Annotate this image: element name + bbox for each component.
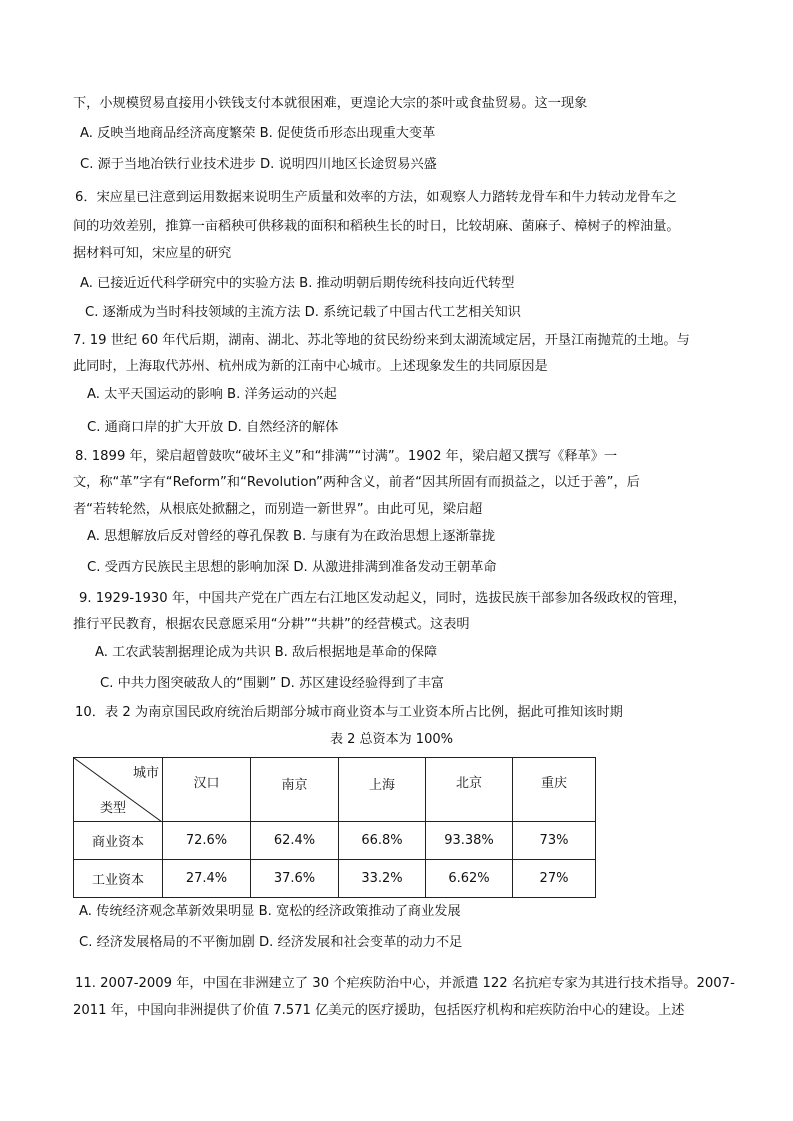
q5-options-ab[interactable]: A. 反映当地商品经济高度繁荣 B. 促使货币形态出现重大变革 [80,126,436,141]
q5-options-cd[interactable]: C. 源于当地冶铁行业技术进步 D. 说明四川地区长途贸易兴盛 [80,157,437,172]
city-header: 北京 [426,758,513,822]
table-cell: 62.4% [251,822,339,860]
q6-stem-line3: 据材料可知，宋应星的研究 [73,246,232,261]
q10-options-cd[interactable]: C. 经济发展格局的不平衡加剧 D. 经济发展和社会变革的动力不足 [79,935,463,950]
city-header: 重庆 [513,758,596,822]
city-header: 南京 [251,758,339,822]
table-row [74,822,596,860]
q7-stem-line2: 此同时，上海取代苏州、杭州成为新的江南中心城市。上述现象发生的共同原因是 [73,359,548,374]
q8-stem-line2: 文，称“革”字有“Reform”和“Revolution”两种含义，前者“因其所固有而损益之，以迁于善”，后 [73,475,640,490]
corner-label-city: 城市 [132,766,159,781]
table-caption: 表 2 总资本为 100% [329,732,454,747]
table-cell: 6.62% [426,860,513,898]
city-header: 上海 [339,758,426,822]
table-cell: 93.38% [426,822,513,860]
q11-stem-line2: 2011 年，中国向非洲提供了价值 7.571 亿美元的医疗援助，包括医疗机构和疟疾防治中心的建设。上述 [73,1003,685,1018]
q10-stem-line1: 10．表 2 为南京国民政府统治后期部分城市商业资本与工业资本所占比例，据此可推知该时期 [75,705,623,720]
table-cell: 66.8% [339,822,426,860]
q9-stem-line1: 9. 1929-1930 年，中国共产党在广西左右江地区发动起义，同时，选拔民族干部参加各级政权的管理， [79,591,687,606]
row-label: 工业资本 [74,860,163,898]
table-cell: 27.4% [163,860,251,898]
q6-stem-line1: 6．宋应星已注意到运用数据来说明生产质量和效率的方法，如观察人力踏转龙骨车和牛力转动龙骨车之 [75,190,677,205]
city-header: 汉口 [163,758,251,822]
q7-options-ab[interactable]: A. 太平天国运动的影响 B. 洋务运动的兴起 [87,387,337,402]
q7-stem-line1: 7. 19 世纪 60 年代后期，湖南、湖北、苏北等地的贫民纷纷来到太湖流域定居，开垦江南抛荒的土地。与 [73,333,690,348]
table-cell: 37.6% [251,860,339,898]
corner-label-type: 类型 [100,801,127,816]
table-cell: 73% [513,822,596,860]
table-corner-cell [74,758,163,822]
q9-stem-line2: 推行平民教育，根据农民意愿采用“分耕”“共耕”的经营模式。这表明 [73,617,470,632]
q8-stem-line3: 者“若转轮然，从根底处掀翻之，而别造一新世界”。由此可见，梁启超 [73,502,483,517]
table-cell: 27% [513,860,596,898]
q6-options-ab[interactable]: A. 已接近近代科学研究中的实验方法 B. 推动明朝后期传统科技向近代转型 [80,276,515,291]
q8-options-cd[interactable]: C. 受西方民族民主思想的影响加深 D. 从激进排满到准备发动王朝革命 [87,560,497,575]
q7-options-cd[interactable]: C. 通商口岸的扩大开放 D. 自然经济的解体 [87,420,339,435]
q8-options-ab[interactable]: A. 思想解放后反对曾经的尊孔保教 B. 与康有为在政治思想上逐渐靠拢 [87,529,496,544]
table-row [74,860,596,898]
table-header-row [74,758,596,822]
q11-stem-line1: 11. 2007-2009 年，中国在非洲建立了 30 个疟疾防治中心，并派遣 122 名抗疟专家为其进行技术指导。2007- [75,976,735,991]
q9-options-cd[interactable]: C. 中共力图突破敌人的“围剿” D. 苏区建设经验得到了丰富 [100,676,445,691]
table-cell: 72.6% [163,822,251,860]
q9-options-ab[interactable]: A. 工农武装割据理论成为共识 B. 敌后根据地是革命的保障 [95,645,438,660]
capital-ratio-table [73,757,596,898]
q6-options-cd[interactable]: C. 逐渐成为当时科技领域的主流方法 D. 系统记载了中国古代工艺相关知识 [85,305,521,320]
q5-stem-cont: 下，小规模贸易直接用小铁钱支付本就很困难，更遑论大宗的茶叶或食盐贸易。这一现象 [73,96,588,111]
row-label: 商业资本 [74,822,163,860]
table-cell: 33.2% [339,860,426,898]
q10-options-ab[interactable]: A. 传统经济观念革新效果明显 B. 宽松的经济政策推动了商业发展 [79,904,461,919]
q8-stem-line1: 8. 1899 年，梁启超曾鼓吹“破坏主义”和“排满”“讨满”。1902 年，梁启超又撰写《释革》一 [75,449,618,464]
q6-stem-line2: 间的功效差别，推算一亩稻秧可供移栽的面积和稻秧生长的时日，比较胡麻、菌麻子、樟树子的榨油量。 [73,219,680,234]
